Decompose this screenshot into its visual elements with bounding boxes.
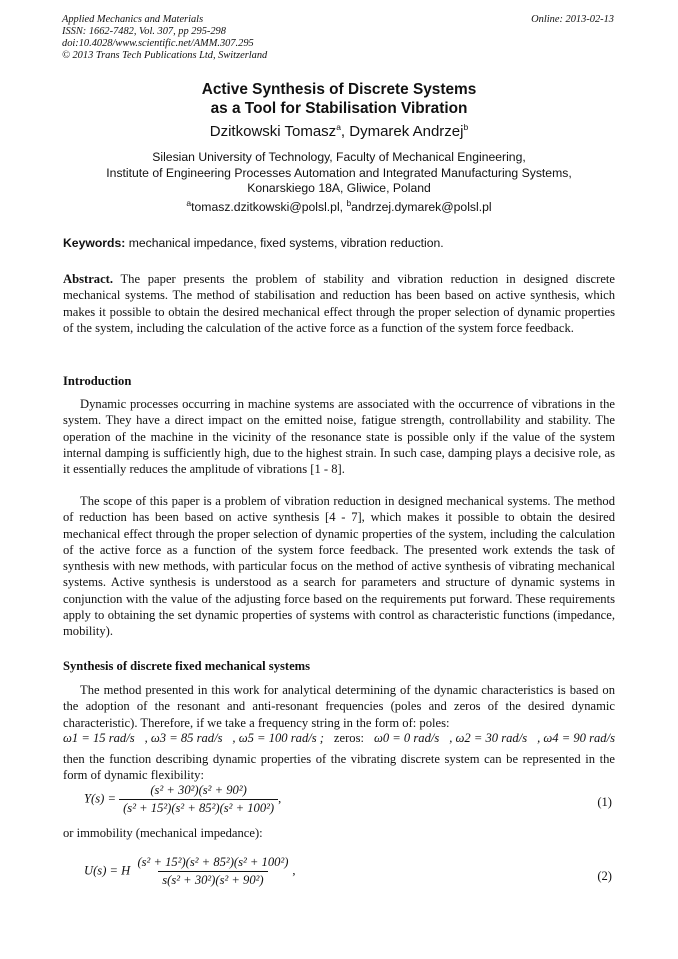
online-date: Online: 2013-02-13 <box>531 14 614 25</box>
synthesis-paragraph-1: The method presented in this work for analytical determining of the dynamic characteristics is based on the adoption of the resonant and anti-resonant frequencies (poles and zeros of the desired dynamic characteristic). Therefore, if we take a frequency string in the form of: poles: <box>63 683 615 730</box>
frequency-string <box>63 731 615 746</box>
eq1-numerator: (s² + 30²)(s² + 90²) <box>150 783 247 797</box>
abstract-label: Abstract. <box>63 272 114 286</box>
omega-4: , ω4 = 90 rad/s <box>537 731 615 745</box>
synthesis-paragraph-2: then the function describing dynamic properties of the vibrating discrete system can be represented in the form of dynamic flexibility: <box>63 752 615 783</box>
equation-2 <box>84 855 296 888</box>
equation-1 <box>84 783 281 816</box>
keywords <box>63 236 444 250</box>
title-line-2: as a Tool for Stabilisation Vibration <box>210 100 468 117</box>
author-2-mark: b <box>463 122 469 132</box>
running-header <box>62 14 267 62</box>
eq2-fraction <box>133 855 292 888</box>
eq2-lhs: U(s) = H <box>84 863 131 878</box>
eq2-denominator: s(s² + 30²)(s² + 90²) <box>158 871 267 888</box>
email-line <box>0 197 678 214</box>
keywords-label: Keywords: <box>63 236 126 250</box>
omega-1: ω1 = 15 rad/s <box>63 731 135 745</box>
abstract-text: The paper presents the problem of stability and vibration reduction in designed discrete mechanical systems. The method of stabilisation and reduction has been based on active synthesis, which makes it possible to obtain the desired mechanical effect through the proper selection of dynamic properties of the system, including the calculation of the active force as a function of the system force feedback. <box>63 272 615 335</box>
eq2-comma: , <box>292 863 296 878</box>
synthesis-paragraph-3: or immobility (mechanical impedance): <box>63 826 263 840</box>
omega-3: , ω3 = 85 rad/s <box>144 731 223 745</box>
abstract <box>63 271 615 336</box>
eq1-lhs: Y(s) = <box>84 791 116 806</box>
paper-title <box>0 80 678 118</box>
synthesis-heading: Synthesis of discrete fixed mechanical systems <box>63 659 311 673</box>
zeros-label: zeros: <box>333 731 364 745</box>
introduction-paragraph-2: The scope of this paper is a problem of vibration reduction in designed mechanical systems. The method of reduction has been based on active synthesis [4 - 7], which makes it possible to obtain the desired mechanical effect through the proper selection of dynamic properties of the system, including the calculation of the active force as a function of the system force feedback. The presented work extends the task of synthesis with new methods, with particular focus on the method of active synthesis of vibrating mechanical systems. Active synthesis is understood as a search for parameters and structure of dynamic systems in conjunction with the value of the adjusting force based on the requirements put forward. These requirements apply to obtaining the set dynamic properties of systems with control as characteristic functions (impedance, mobility). <box>63 494 615 639</box>
equation-2-number: (2) <box>597 869 612 883</box>
email-2[interactable]: andrzej.dymarek@polsl.pl <box>351 200 492 214</box>
email-1-mark: a <box>186 197 192 208</box>
author-1: Dzitkowski Tomasz <box>209 123 337 140</box>
affiliation-line-1: Silesian University of Technology, Faculty of Mechanical Engineering, <box>152 150 526 164</box>
author-1-mark: a <box>336 122 341 132</box>
omega-2: , ω2 = 30 rad/s <box>449 731 528 745</box>
email-separator: , <box>339 200 347 214</box>
email-1[interactable]: tomasz.dzitkowski@polsl.pl <box>191 200 340 214</box>
affiliation-line-3: Konarskiego 18A, Gliwice, Poland <box>247 181 431 195</box>
omega-5: , ω5 = 100 rad/s ; <box>232 731 324 745</box>
affiliation-line-2: Institute of Engineering Processes Automation and Integrated Manufacturing Systems, <box>106 165 572 180</box>
doi-line: doi:10.4028/www.scientific.net/AMM.307.295 <box>62 38 254 49</box>
eq2-numerator: (s² + 15²)(s² + 85²)(s² + 100²) <box>137 855 289 869</box>
eq1-fraction <box>119 783 278 816</box>
introduction-heading: Introduction <box>63 374 132 388</box>
author-separator: , <box>340 123 350 140</box>
affiliation <box>0 150 678 197</box>
journal-name: Applied Mechanics and Materials <box>62 14 204 25</box>
author-line <box>0 123 678 140</box>
omega-0: ω0 = 0 rad/s <box>373 731 440 745</box>
email-2-mark: b <box>346 197 352 208</box>
title-line-1: Active Synthesis of Discrete Systems <box>201 81 477 98</box>
eq1-comma: , <box>278 791 282 806</box>
eq1-denominator: (s² + 15²)(s² + 85²)(s² + 100²) <box>119 799 278 816</box>
keywords-text: mechanical impedance, fixed systems, vibration reduction. <box>125 236 444 250</box>
copyright-line: © 2013 Trans Tech Publications Ltd, Switzerland <box>62 50 268 61</box>
introduction-paragraph-1: Dynamic processes occurring in machine systems are associated with the occurrence of vibrations in the system. They have a direct impact on the emitted noise, fatigue strength, controllability and stability. The operation of the machine in the vicinity of the resonance state is possible only if the value of the system internal damping is sufficiently high, due to the highest strain. In such case, damping plays a decisive role, as it essentially reduces the amplitude of vibrations [1 - 8]. <box>63 397 615 477</box>
equation-1-number: (1) <box>597 795 612 809</box>
issn-line: ISSN: 1662-7482, Vol. 307, pp 295-298 <box>62 26 226 37</box>
author-2: Dymarek Andrzej <box>349 123 464 140</box>
